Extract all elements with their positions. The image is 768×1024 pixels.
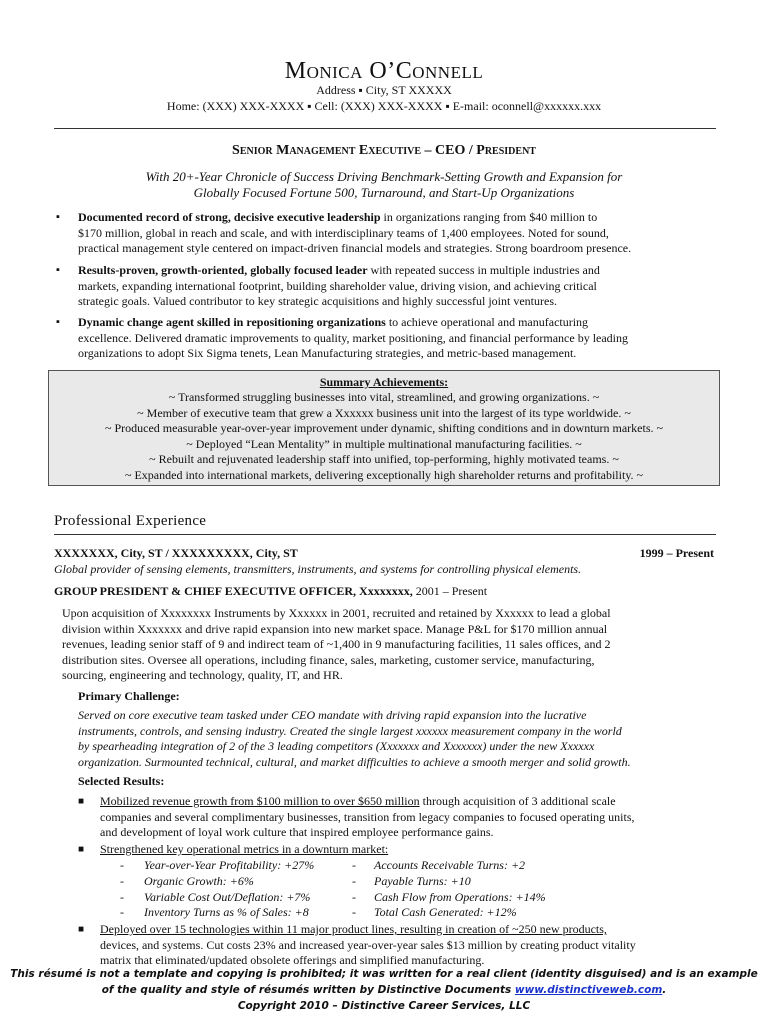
metric-right: Cash Flow from Operations: +14% <box>374 890 546 904</box>
profile-bullet-bold: Dynamic change agent skilled in repositioning organizations <box>78 315 386 329</box>
metric-dash: - <box>120 874 124 888</box>
square-bullet-icon: ■ <box>78 844 85 855</box>
section-title-experience: Professional Experience <box>54 513 207 529</box>
summary-achievements-box <box>48 370 720 486</box>
profile-bullet-text: excellence. Delivered dramatic improvements to quality, market positioning, and financial performance by leading <box>78 330 629 345</box>
profile-bullet-text: in organizations ranging from $40 million to <box>380 210 598 224</box>
overview-line: revenues, leading senior staff of 9 and indirect team of ~1,400 in 9 manufacturing facilities, 11 sales offices, and 2 <box>62 637 611 652</box>
role-overview <box>62 606 718 684</box>
metric-dash: - <box>120 890 124 904</box>
profile-bullet-bold: Results-proven, growth-oriented, globally focused leader <box>78 263 368 277</box>
result-text: companies and several complimentary businesses, transition from legacy companies to focused operating units, <box>100 809 635 824</box>
headline-title: Senior Management Executive – CEO / President <box>232 143 536 158</box>
result-item-2 <box>78 842 718 858</box>
bullet-icon: ▪ <box>56 316 60 328</box>
summary-item: ~ Rebuilt and rejuvenated leadership staff into unified, top-performing, highly motivated teams. ~ <box>149 452 619 467</box>
profile-bullet-1 <box>56 210 718 257</box>
profile-bullet-text: strategic goals. Valued contributor to key strategic acquisitions and highly successful joint ventures. <box>78 294 558 308</box>
profile-bullet-text: organizations to adopt Six Sigma tenets, Lean Manufacturing strategies, and metric-based management. <box>78 346 577 360</box>
challenge-line: by spearheading integration of 2 of the 3 leading competitors (Xxxxxxx and Xxxxxxx) under the new Xxxxxx <box>78 739 595 754</box>
square-bullet-icon: ■ <box>78 924 85 935</box>
footer-disclaimer-2 <box>0 984 768 996</box>
result-highlight: Mobilized revenue growth from $100 million to over $650 million <box>100 794 420 808</box>
bullet-icon: ▪ <box>56 211 60 223</box>
metric-right: Total Cash Generated: +12% <box>374 905 517 919</box>
challenge-line: instruments, controls, and sensing industry. Created the single largest xxxxxx measurement company in the world <box>78 723 622 738</box>
metric-dash: - <box>352 874 356 888</box>
profile-bullet-text: $170 million, global in reach and scale, and with interdisciplinary teams of 1,400 employees. Noted for sound, <box>78 225 609 240</box>
metric-right: Payable Turns: +10 <box>374 874 471 888</box>
result-text: through acquisition of 3 additional scale <box>419 794 616 808</box>
profile-bullet-text: to achieve operational and manufacturing <box>385 315 589 329</box>
company-name: XXXXXXX, City, ST / XXXXXXXXX, City, ST <box>54 546 298 560</box>
metric-left: Year-over-Year Profitability: +27% <box>144 858 315 872</box>
section-divider <box>54 534 716 535</box>
headline-tagline-1: With 20+-Year Chronicle of Success Driving Benchmark-Setting Growth and Expansion for <box>145 169 623 184</box>
company-description: Global provider of sensing elements, transmitters, instruments, and systems for controlling physical elements. <box>54 562 582 576</box>
result-item-1 <box>78 794 718 841</box>
profile-bullet-text: practical management style centered on impact-driven financial models and strategies. Strong boardroom presence. <box>78 241 632 255</box>
candidate-name: Monica O’Connell <box>284 58 484 84</box>
metric-left: Inventory Turns as % of Sales: +8 <box>144 905 309 919</box>
distinctiveweb-link[interactable]: www.distinctiveweb.com <box>514 984 663 996</box>
profile-bullet-3 <box>56 315 718 362</box>
selected-results-title: Selected Results: <box>78 774 165 788</box>
profile-bullet-text: markets, expanding international footprint, building shareholder value, driving vision, and achieving critical <box>78 278 597 293</box>
footer-text: of the quality and style of résumés written by Distinctive Documents <box>101 984 515 996</box>
result-item-3 <box>78 922 718 969</box>
metric-left: Variable Cost Out/Deflation: +7% <box>144 890 311 904</box>
metric-dash: - <box>120 905 124 919</box>
primary-challenge-text <box>78 708 718 770</box>
overview-line: distribution sites. Oversee all operations, including finance, sales, marketing, customer service, manufacturing, <box>62 652 595 667</box>
footer-disclaimer-1: This résumé is not a template and copying is prohibited; it was written for a real client (identity disguised) and is an example <box>10 968 758 980</box>
header-divider <box>54 128 716 129</box>
overview-line: Upon acquisition of Xxxxxxxx Instruments by Xxxxxx in 2001, recruited and retained by Xxxxxx to lead a global <box>62 606 611 620</box>
summary-item: ~ Member of executive team that grew a Xxxxxx business unit into the largest of its type worldwide. ~ <box>137 405 631 420</box>
metric-left: Organic Growth: +6% <box>144 874 254 888</box>
challenge-line: Served on core executive team tasked under CEO mandate with driving rapid expansion into the lucrative <box>78 708 587 722</box>
square-bullet-icon: ■ <box>78 796 85 807</box>
profile-bullet-text: with repeated success in multiple industries and <box>367 263 600 277</box>
company-dates: 1999 – Present <box>639 546 714 560</box>
profile-bullet-bold: Documented record of strong, decisive executive leadership <box>78 210 381 224</box>
overview-line: sourcing, engineering and technology, quality, IT, and HR. <box>62 668 343 683</box>
footer-text: . <box>662 984 667 996</box>
result-highlight: Deployed over 15 technologies within 11 major product lines, resulting in creation of ~250 new products, <box>100 922 607 936</box>
result-text: devices, and systems. Cut costs 23% and increased year-over-year sales $13 million by creating product vitality <box>100 937 636 952</box>
summary-item: ~ Expanded into international markets, delivering exceptionally high shareholder returns and profitability. ~ <box>124 467 644 482</box>
summary-title: Summary Achievements: <box>319 375 449 389</box>
role-title-line <box>54 584 487 599</box>
summary-item: ~ Produced measurable year-over-year improvement under dynamic, shifting conditions and in downturn markets. ~ <box>104 421 663 436</box>
metric-dash: - <box>352 890 356 904</box>
metric-dash: - <box>120 858 124 872</box>
result-highlight: Strengthened key operational metrics in a downturn market: <box>100 842 389 856</box>
metric-right: Accounts Receivable Turns: +2 <box>374 858 526 872</box>
contact-line: Home: (XXX) XXX-XXXX ▪ Cell: (XXX) XXX-XXXX ▪ E-mail: oconnell@xxxxxx.xxx <box>166 99 602 113</box>
overview-line: division within Xxxxxxx and drive rapid expansion into new market space. Manage P&L for $170 million annual <box>62 621 608 636</box>
profile-bullet-2 <box>56 263 718 310</box>
result-text: and development of loyal work culture that inspired employee performance gains. <box>100 825 494 840</box>
role-title: GROUP PRESIDENT & CHIEF EXECUTIVE OFFICER, Xxxxxxxx, <box>54 584 413 598</box>
metric-dash: - <box>352 905 356 919</box>
footer-copyright: Copyright 2010 – Distinctive Career Services, LLC <box>237 1000 531 1012</box>
summary-item: ~ Deployed “Lean Mentality” in multiple multinational manufacturing facilities. ~ <box>186 436 582 451</box>
role-dates: 2001 – Present <box>412 584 488 598</box>
bullet-icon: ▪ <box>56 264 60 276</box>
metric-dash: - <box>352 858 356 872</box>
primary-challenge-title: Primary Challenge: <box>78 689 180 703</box>
result-text: matrix that eliminated/updated obsolete offerings and simplified manufacturing. <box>100 953 485 968</box>
headline-tagline-2: Globally Focused Fortune 500, Turnaround, and Start-Up Organizations <box>193 185 575 200</box>
summary-item: ~ Transformed struggling businesses into vital, streamlined, and growing organizations. ~ <box>168 390 600 404</box>
challenge-line: organization. Surmounted technical, cultural, and market difficulties to achieve a smooth merger and solid growth. <box>78 754 631 769</box>
address-line: Address ▪ City, ST XXXXX <box>316 83 452 97</box>
